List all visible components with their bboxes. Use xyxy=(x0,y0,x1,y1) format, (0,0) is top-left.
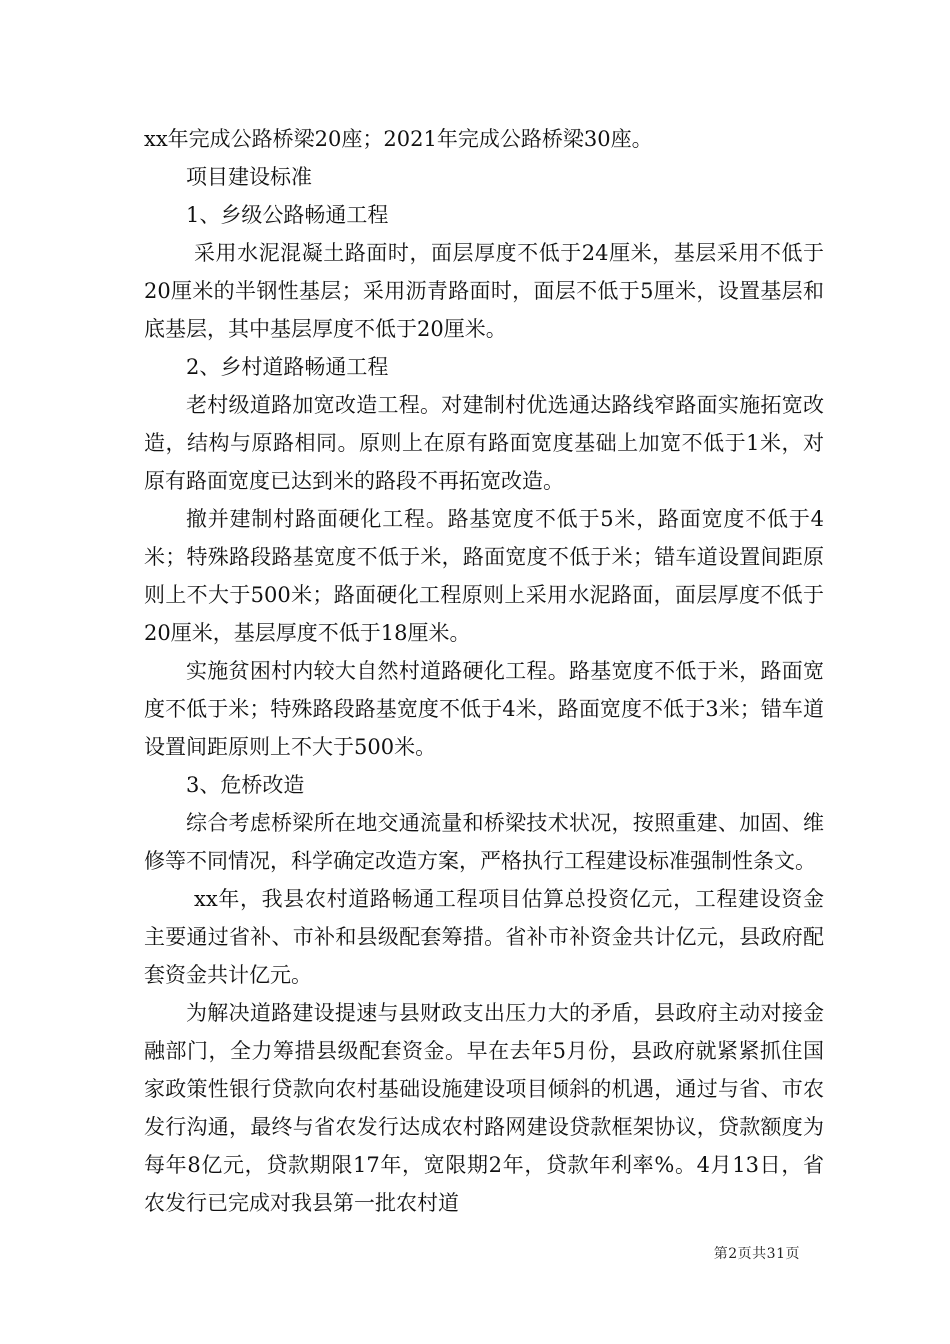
heading-township-road: 1、乡级公路畅通工程 xyxy=(186,203,389,227)
paragraph-road-hardening: 撤并建制村路面硬化工程。路基宽度不低于5米，路面宽度不低于4米；特殊路段路基宽度不低于米，路面宽度不低于米；错车道设置间距原则上不大于500米；路面硬化工程原则上采用水泥路面，面层厚度不低于20厘米，基层厚度不低于18厘米。 xyxy=(144,507,824,645)
paragraph-road-widening: 老村级道路加宽改造工程。对建制村优选通达路线窄路面实施拓宽改造，结构与原路相同。原则上在原有路面宽度基础上加宽不低于1米，对原有路面宽度已达到米的路段不再拓宽改造。 xyxy=(144,393,824,493)
heading-village-road: 2、乡村道路畅通工程 xyxy=(186,355,389,379)
paragraph-bridge-completion: xx年完成公路桥梁20座；2021年完成公路桥梁30座。 xyxy=(144,127,653,151)
heading-construction-standard: 项目建设标准 xyxy=(186,165,312,189)
heading-bridge-renovation: 3、危桥改造 xyxy=(186,773,305,797)
paragraph-investment: xx年，我县农村道路畅通工程项目估算总投资亿元，工程建设资金主要通过省补、市补和县级配套筹措。省补市补资金共计亿元，县政府配套资金共计亿元。 xyxy=(144,887,824,987)
page-number-footer: 第2页共31页 xyxy=(713,1246,800,1262)
document-body xyxy=(144,120,824,1222)
paragraph-bridge-renovation: 综合考虑桥梁所在地交通流量和桥梁技术状况，按照重建、加固、维修等不同情况，科学确定改造方案，严格执行工程建设标准强制性条文。 xyxy=(144,811,824,873)
paragraph-township-road-spec: 采用水泥混凝土路面时，面层厚度不低于24厘米，基层采用不低于20厘米的半钢性基层；采用沥青路面时，面层不低于5厘米，设置基层和底基层，其中基层厚度不低于20厘米。 xyxy=(144,241,824,341)
paragraph-financing: 为解决道路建设提速与县财政支出压力大的矛盾，县政府主动对接金融部门，全力筹措县级配套资金。早在去年5月份，县政府就紧紧抓住国家政策性银行贷款向农村基础设施建设项目倾斜的机遇，通过与省、市农发行沟通，最终与省农发行达成农村路网建设贷款框架协议，贷款额度为每年8亿元，贷款期限17年，宽限期2年，贷款年利率%。4月13日，省农发行已完成对我县第一批农村道 xyxy=(144,1001,824,1215)
paragraph-poor-village-road: 实施贫困村内较大自然村道路硬化工程。路基宽度不低于米，路面宽度不低于米；特殊路段路基宽度不低于4米，路面宽度不低于3米；错车道设置间距原则上不大于500米。 xyxy=(144,659,824,759)
